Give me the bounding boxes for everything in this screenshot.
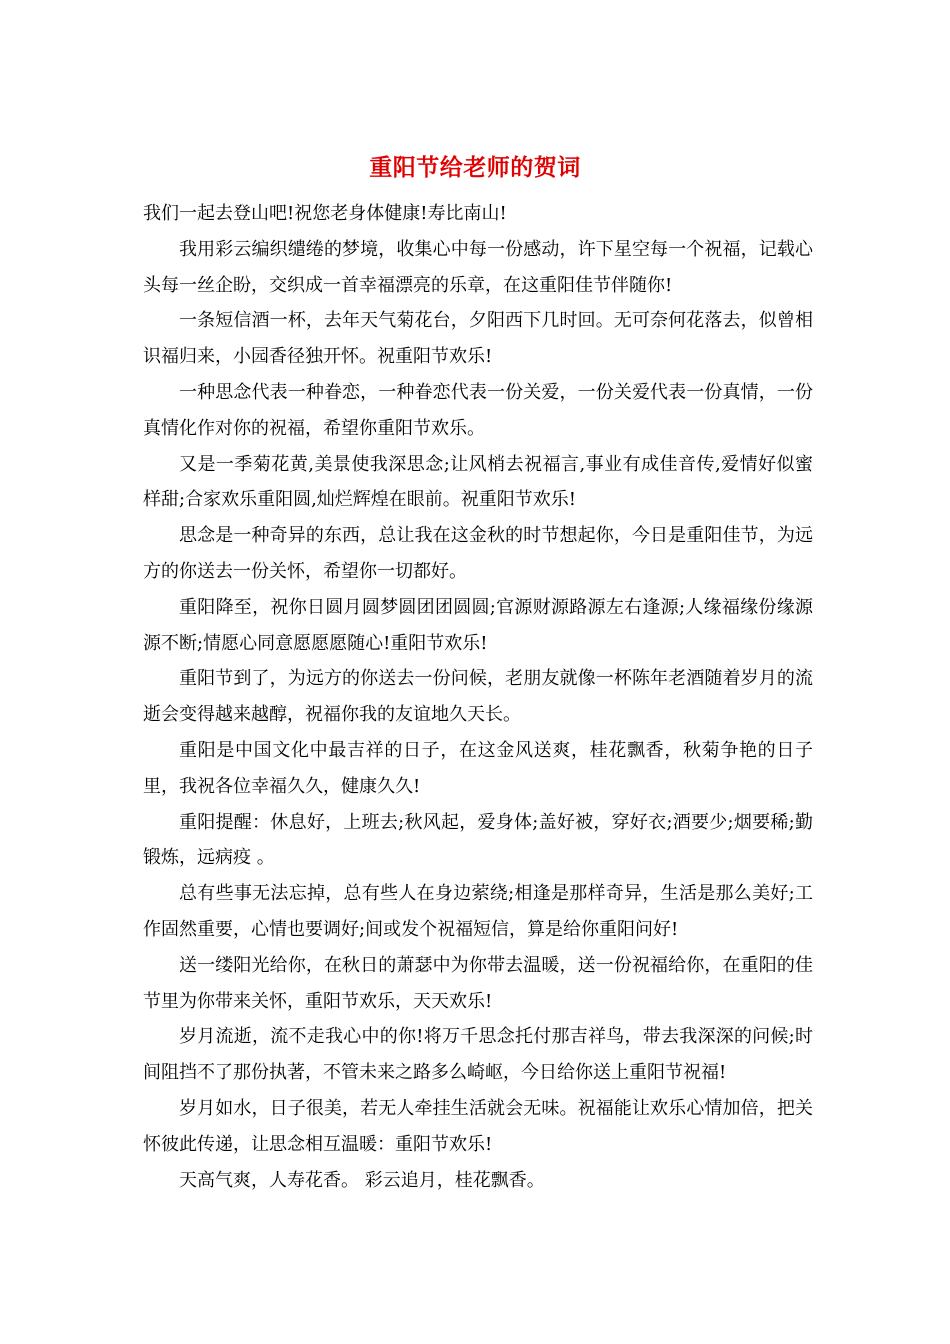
paragraph-8: 重阳节到了，为远方的你送去一份问候，老朋友就像一杯陈年老酒随着岁月的流逝会变得越来越醇，祝福你我的友谊地久天长。 — [143, 668, 813, 726]
paragraph-2: 我用彩云编织缱绻的梦境，收集心中每一份感动，许下星空每一个祝福，记载心头每一丝企盼，交织成一首幸福漂亮的乐章，在这重阳佳节伴随你! — [143, 238, 813, 296]
paragraph-4: 一种思念代表一种眷恋，一种眷恋代表一份关爱，一份关爱代表一份真情，一份真情化作对你的祝福，希望你重阳节欢乐。 — [143, 381, 813, 439]
paragraph-1: 我们一起去登山吧!祝您老身体健康!寿比南山! — [143, 203, 507, 224]
page-title: 重阳节给老师的贺词 — [369, 154, 581, 181]
paragraph-14: 岁月如水，日子很美，若无人牵挂生活就会无味。祝福能让欢乐心情加倍，把关怀彼此传递，让思念相互温暖：重阳节欢乐! — [143, 1097, 813, 1155]
paragraph-12: 送一缕阳光给你，在秋日的萧瑟中为你带去温暖，送一份祝福给你，在重阳的佳节里为你带来关怀，重阳节欢乐，天天欢乐! — [143, 954, 813, 1012]
document-body — [143, 196, 813, 1198]
paragraph-10: 重阳提醒：休息好，上班去;秋风起，爱身体;盖好被，穿好衣;酒要少;烟要稀;勤锻炼，远病疫 。 — [143, 811, 813, 869]
paragraph-9: 重阳是中国文化中最吉祥的日子，在这金风送爽，桂花飘香，秋菊争艳的日子里，我祝各位幸福久久，健康久久! — [143, 739, 813, 797]
paragraph-11: 总有些事无法忘掉，总有些人在身边萦绕;相逢是那样奇异，生活是那么美好;工作固然重要，心情也要调好;间或发个祝福短信，算是给你重阳问好! — [143, 883, 813, 940]
paragraph-5: 又是一季菊花黄,美景使我深思念;让风梢去祝福言,事业有成佳音传,爱情好似蜜样甜;合家欢乐重阳圆,灿烂辉煌在眼前。祝重阳节欢乐! — [143, 453, 813, 511]
paragraph-7: 重阳降至，祝你日圆月圆梦圆团团圆圆;官源财源路源左右逢源;人缘福缘份缘源源不断;情愿心同意愿愿愿随心!重阳节欢乐! — [143, 596, 813, 654]
paragraph-15: 天高气爽，人寿花香。 彩云追月，桂花飘香。 — [179, 1169, 545, 1191]
paragraph-6: 思念是一种奇异的东西，总让我在这金秋的时节想起你，今日是重阳佳节，为远方的你送去一份关怀，希望你一切都好。 — [143, 525, 813, 582]
paragraph-3: 一条短信酒一杯，去年天气菊花台，夕阳西下几时回。无可奈何花落去，似曾相识福归来，小园香径独开怀。祝重阳节欢乐! — [143, 310, 813, 368]
paragraph-13: 岁月流逝，流不走我心中的你!将万千思念托付那吉祥鸟，带去我深深的问候;时间阻挡不了那份执著，不管未来之路多么崎岖，今日给你送上重阳节祝福! — [143, 1026, 813, 1084]
